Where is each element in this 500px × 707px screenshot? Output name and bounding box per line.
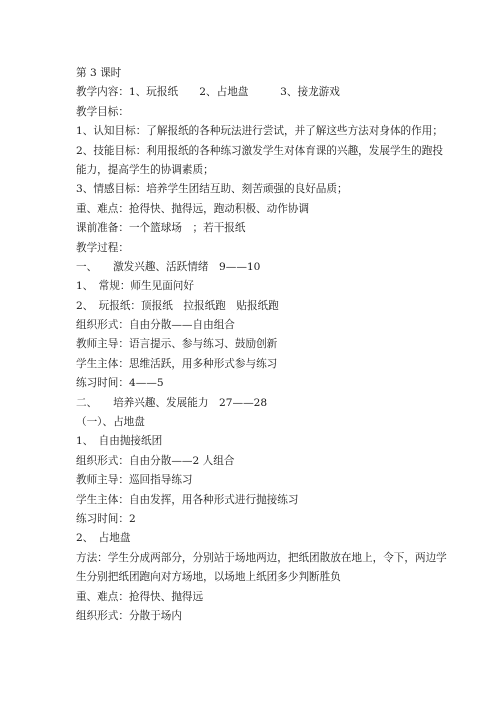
student-subject: 学生主体：思维活跃，用多种形式参与练习 <box>76 357 278 370</box>
cognitive-objective: 1、认知目标：了解报纸的各种玩法进行尝试，并了解这些方法对身体的作用； <box>76 125 443 138</box>
objectives-heading: 教学目标： <box>76 105 129 118</box>
preparation: 课前准备：一个篮球场 ；若干报纸 <box>76 222 246 235</box>
key-difficulties: 重、难点：抢得快、抛得远，跑动积极、动作协调 <box>76 202 310 215</box>
section-one-heading: 一、 激发兴趣、活跃情绪 9——10 <box>76 260 261 273</box>
teaching-content: 教学内容：1、玩报纸 2、占地盘 3、接龙游戏 <box>76 86 340 99</box>
practice-time-2: 练习时间：2 <box>76 512 136 525</box>
method-cont: 生分别把纸团跑向对方场地，以场地上纸团多少判断胜负 <box>76 571 341 584</box>
document-page <box>76 64 446 626</box>
method: 方法：学生分成两部分，分别站于场地两边，把纸团散放在地上，令下，两边学 <box>76 551 447 564</box>
teacher-lead-2: 教师主导：巡回指导练习 <box>76 474 193 487</box>
organization-form: 组织形式：自由分散——自由组合 <box>76 319 235 332</box>
key-difficulties-2: 重、难点：抢得快、抛得远 <box>76 590 204 603</box>
organization-form-2: 组织形式：自由分散——2 人组合 <box>76 454 235 467</box>
item-free-toss: 1、 自由抛接纸团 <box>76 435 163 448</box>
practice-time: 练习时间：4——5 <box>76 377 164 390</box>
student-subject-2: 学生主体：自由发挥，用各种形式进行抛接练习 <box>76 493 299 506</box>
process-heading: 教学过程： <box>76 241 129 254</box>
section-two-heading: 二、 培养兴趣、发展能力 27——28 <box>76 396 268 409</box>
teacher-lead: 教师主导：语言提示、参与练习、鼓励创新 <box>76 338 278 351</box>
item-routine: 1、 常规：师生见面问好 <box>76 280 194 293</box>
organization-form-3: 组织形式：分散于场内 <box>76 609 182 622</box>
item-occupy-territory: 2、 占地盘 <box>76 532 131 545</box>
skill-objective: 2、技能目标：利用报纸的各种练习激发学生对体育课的兴趣，发展学生的跑投 <box>76 144 443 157</box>
item-play-newspaper: 2、 玩报纸：顶报纸 拉报纸跑 贴报纸跑 <box>76 299 279 312</box>
emotional-objective: 3、情感目标：培养学生团结互助、刻苦顽强的良好品质； <box>76 183 348 196</box>
lesson-heading: 第 3 课时 <box>76 67 122 79</box>
skill-objective-cont: 能力，提高学生的协调素质； <box>76 163 214 176</box>
subsection-heading: （一）、占地盘 <box>76 416 145 429</box>
